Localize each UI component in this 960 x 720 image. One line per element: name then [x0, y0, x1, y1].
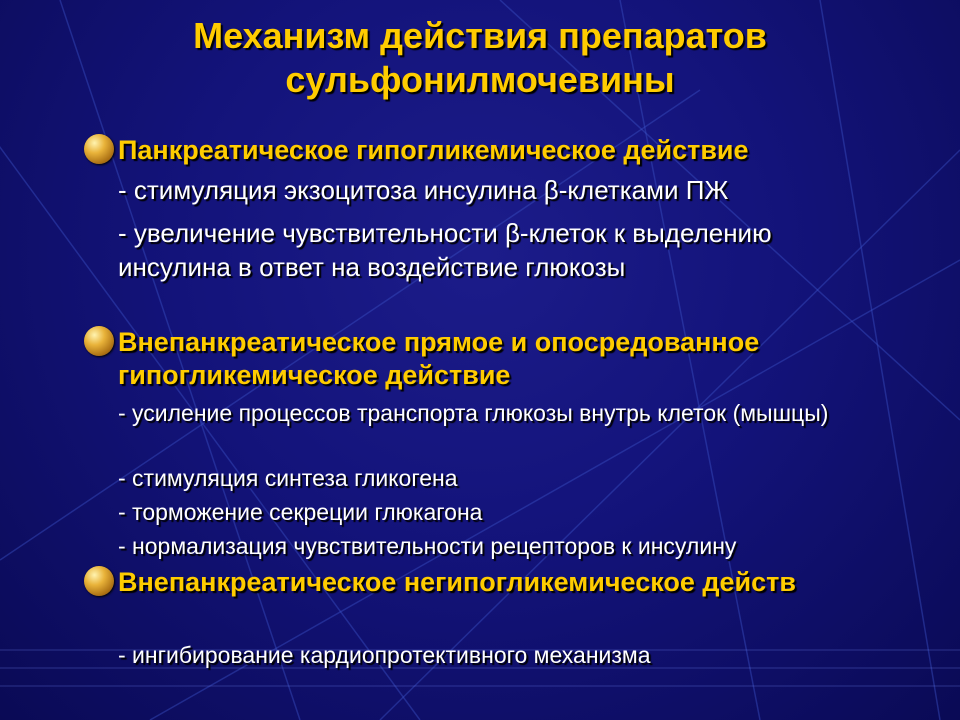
title-line-2: сульфонилмочевины — [285, 59, 675, 100]
list-item-2-1: - усиление процессов транспорта глюкозы внутрь клеток (мышцы) — [118, 400, 829, 426]
section-heading-1: Панкреатическое гипогликемическое действие — [118, 135, 749, 165]
list-item-3-1: - ингибирование кардиопротективного механизма — [118, 642, 651, 668]
list-item-1-1: - стимуляция экзоцитоза инсулина β-клетками ПЖ — [118, 175, 729, 205]
section-heading-3: Внепанкреатическое негипогликемическое действ — [118, 567, 796, 597]
title-line-1: Механизм действия препаратов — [193, 15, 767, 56]
bullet-icon — [84, 134, 114, 164]
bullet-icon — [84, 326, 114, 356]
section-heading-2: Внепанкреатическое прямое и опосредованное гипогликемическое действие — [118, 327, 760, 390]
bullet-icon — [84, 566, 114, 596]
list-item-2-3: - торможение секреции глюкагона — [118, 499, 483, 525]
list-item-2-4: - нормализация чувствительности рецепторов к инсулину — [118, 533, 737, 559]
slide-title — [0, 14, 960, 102]
list-item-1-2: - увеличение чувствительности β-клеток к выделению инсулина в ответ на воздействие глюкозы — [118, 218, 772, 282]
list-item-2-2: - стимуляция синтеза гликогена — [118, 465, 458, 491]
